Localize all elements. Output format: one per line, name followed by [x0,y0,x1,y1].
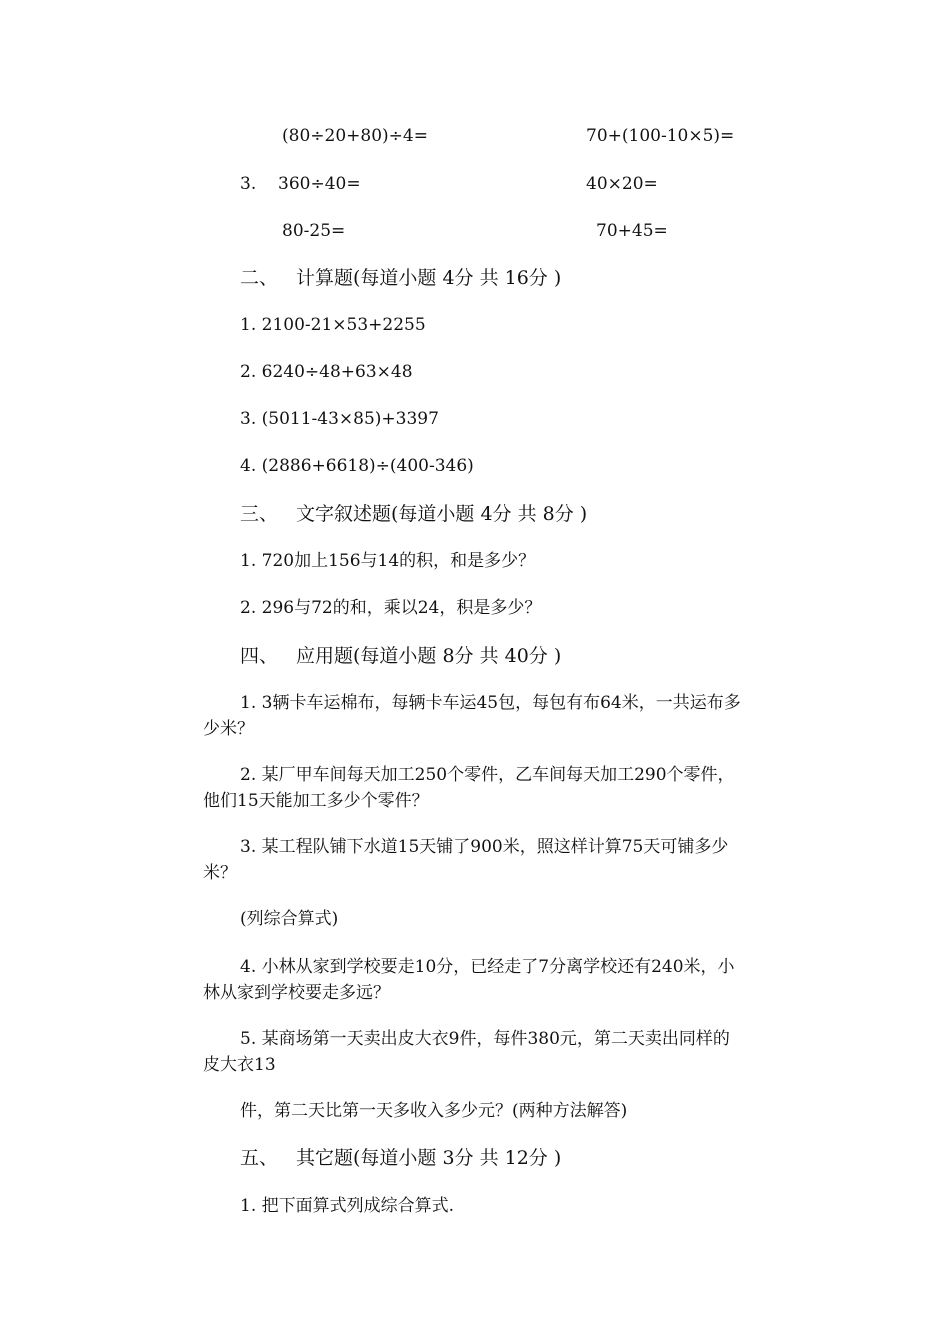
section-4-q3-line2: 米？ [203,863,237,883]
section-4-number: 四、 [240,645,279,667]
section-4-q2-line2: 他们15天能加工多少个零件？ [203,791,429,811]
section-4-q3-line1: 3. 某工程队铺下水道15天铺了900米，照这样计算75天可铺多少 [240,837,729,857]
section-2-item-1: 1. 2100-21×53+2255 [240,315,426,335]
section-4-q4-line1: 4. 小林从家到学校要走10分，已经走了7分离学校还有240米，小 [240,957,735,977]
section-5-number: 五、 [240,1147,279,1169]
section-3-heading [240,502,587,526]
section-2-item-3: 3. (5011-43×85)+3397 [240,409,439,429]
section-4-q1-line2: 少米？ [203,719,254,739]
section-3-title: 文字叙述题(每道小题 4分 共 8分 ) [296,503,588,525]
section-4-q5-line3: 件，第二天比第一天多收入多少元？(两种方法解答) [240,1101,628,1121]
oral-row1-right: 70+(100-10×5)= [586,126,735,146]
oral-row3-left: 80-25= [282,221,346,241]
section-4-q2-line1: 2. 某厂甲车间每天加工250个零件，乙车间每天加工290个零件， [240,765,735,785]
oral-row3-right: 70+45= [596,221,668,241]
section-4-q5-line1: 5. 某商场第一天卖出皮大衣9件，每件380元，第二天卖出同样的 [240,1029,730,1049]
section-2-title: 计算题(每道小题 4分 共 16分 ) [296,267,562,289]
section-3-item-1: 1. 720加上156与14的积，和是多少？ [240,551,536,571]
oral-row1-left: (80÷20+80)÷4= [282,126,428,146]
section-5-q1: 1. 把下面算式列成综合算式. [240,1196,455,1216]
oral-row2-left: 360÷40= [278,174,361,194]
section-4-heading [240,644,561,668]
section-2-heading [240,266,561,290]
section-4-q3-note: (列综合算式) [240,909,339,929]
section-3-item-2: 2. 296与72的和，乘以24，积是多少？ [240,598,542,618]
section-4-q5-line2: 皮大衣13 [203,1055,276,1075]
section-2-item-4: 4. (2886+6618)÷(400-346) [240,456,474,476]
section-5-heading [240,1146,561,1170]
section-3-number: 三、 [240,503,279,525]
section-2-number: 二、 [240,267,279,289]
section-2-item-2: 2. 6240÷48+63×48 [240,362,413,382]
section-4-q4-line2: 林从家到学校要走多远？ [203,983,390,1003]
oral-row2-number: 3. [240,174,257,194]
section-4-q1-line1: 1. 3辆卡车运棉布，每辆卡车运45包，每包有布64米，一共运布多 [240,693,741,713]
section-4-title: 应用题(每道小题 8分 共 40分 ) [296,645,562,667]
oral-row2-right: 40×20= [586,174,658,194]
section-5-title: 其它题(每道小题 3分 共 12分 ) [296,1147,562,1169]
